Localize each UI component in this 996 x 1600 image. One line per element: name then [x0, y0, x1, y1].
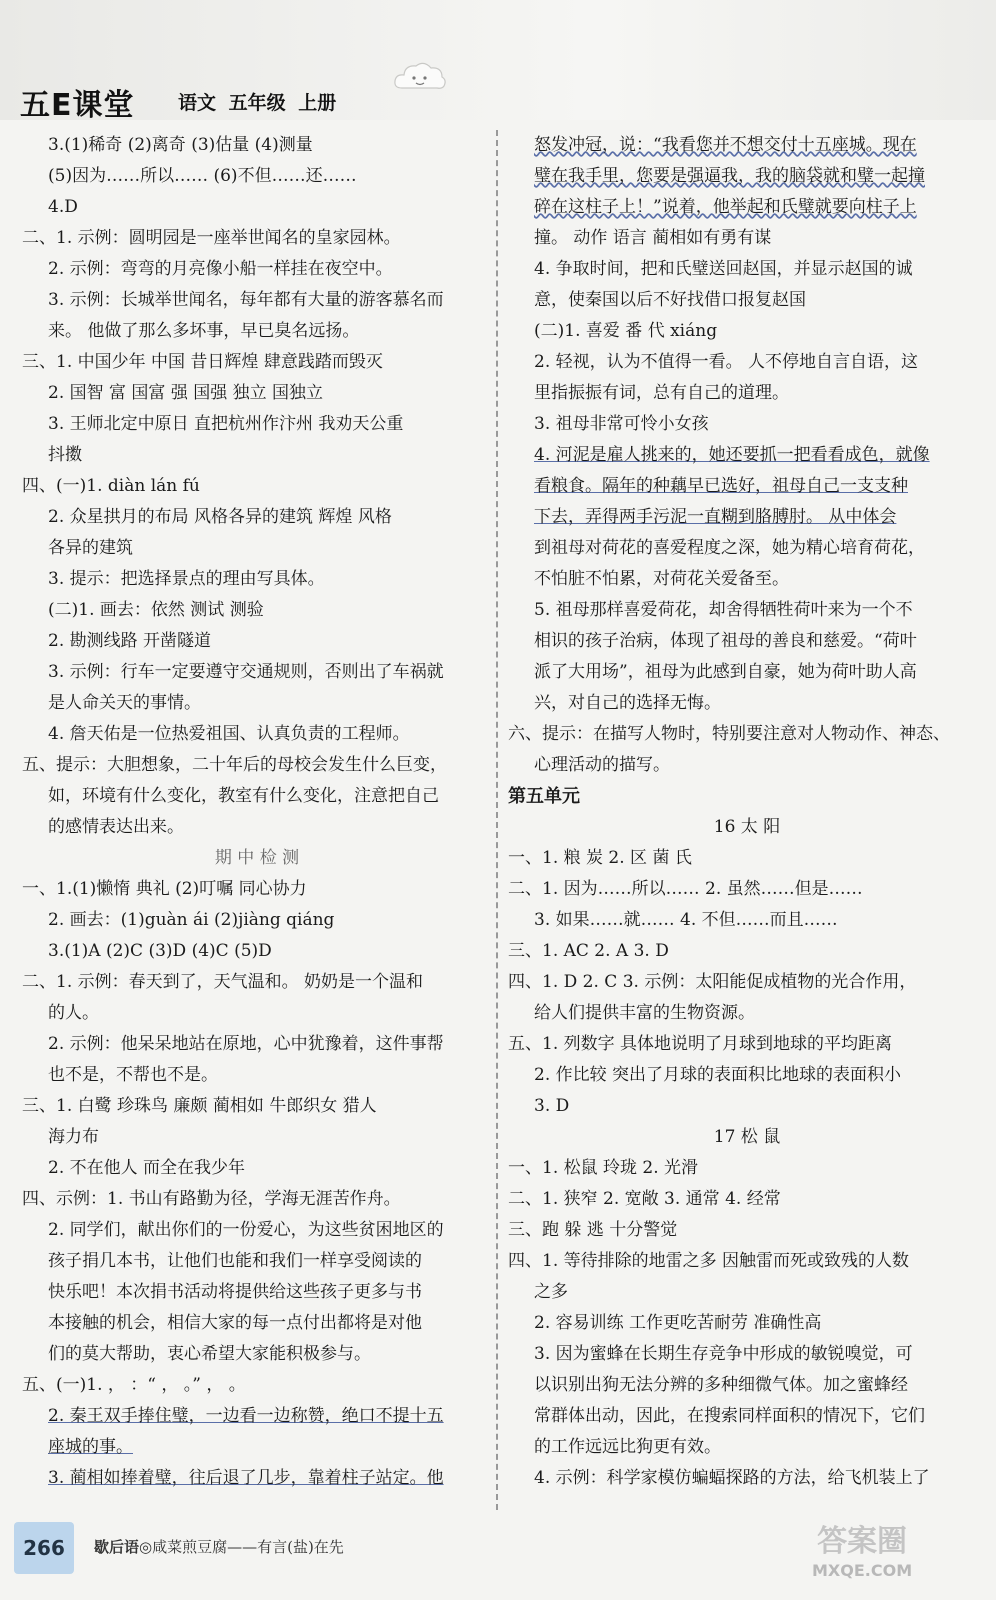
right-answer-line: 四、1. D 2. C 3. 示例：太阳能促成植物的光合作用， — [508, 972, 917, 992]
left-answer-line: 的感情表达出来。 — [48, 817, 184, 837]
right-answer-line: 看粮食。隔年的种藕早已选好，祖母自己一支支种 — [534, 476, 908, 496]
left-answer-line: 本接触的机会，相信大家的每一点付出都将是对他 — [48, 1313, 422, 1333]
left-answer-line: 3.(1)稀奇 (2)离奇 (3)估量 (4)测量 — [48, 135, 313, 155]
left-answer-line: 们的莫大帮助，衷心希望大家能积极参与。 — [48, 1344, 371, 1364]
right-answer-line: 三、1. AC 2. A 3. D — [508, 941, 669, 961]
right-answer-line: 撞。 动作 语言 蔺相如有勇有谋 — [534, 228, 772, 248]
left-answer-line: 也不是，不帮也不是。 — [48, 1065, 218, 1085]
right-answer-line: 六、提示：在描写人物时，特别要注意对人物动作、神态、 — [508, 724, 950, 744]
left-answer-line: 4.D — [48, 197, 78, 217]
watermark-logo-text: 答案圈 — [817, 1524, 908, 1559]
right-answer-line: 四、1. 等待排除的地雷之多 因触雷而死或致残的人数 — [508, 1251, 910, 1271]
left-answer-line: 2. 示例：他呆呆地站在原地，心中犹豫着，这件事帮 — [48, 1034, 444, 1054]
left-answer-line: (5)因为……所以…… (6)不但……还…… — [48, 166, 357, 186]
left-answer-line: 2. 不在他人 而全在我少年 — [48, 1158, 246, 1178]
left-answer-line: 四、示例：1. 书山有路勤为径，学海无涯苦作舟。 — [22, 1189, 401, 1209]
left-answer-line: (二)1. 画去：依然 测试 测验 — [48, 600, 264, 620]
column-divider — [496, 130, 498, 1510]
left-answer-line: 3. 提示：把选择景点的理由写具体。 — [48, 569, 325, 589]
left-answer-line: 2. 众星拱月的布局 风格各异的建筑 辉煌 风格 — [48, 507, 392, 527]
left-answer-line: 2. 勘测线路 开凿隧道 — [48, 631, 212, 651]
left-answer-line: 各异的建筑 — [48, 538, 133, 558]
right-answer-line: 3. 因为蜜蜂在长期生存竞争中形成的敏锐嗅觉，可 — [534, 1344, 913, 1364]
right-answer-line: 的工作远远比狗更有效。 — [534, 1437, 721, 1457]
right-answer-line: 4. 示例：科学家模仿蝙蝠探路的方法，给飞机装上了 — [534, 1468, 930, 1488]
left-answer-line: 海力布 — [48, 1127, 99, 1147]
right-answer-line: 4. 争取时间，把和氏璧送回赵国，并显示赵国的诚 — [534, 259, 913, 279]
right-answer-line: 碎在这柱子上！”说着，他举起和氏璧就要向柱子上 — [534, 197, 917, 217]
subject-title: 语文 五年级 上册 — [178, 92, 337, 114]
right-answer-line: 三、跑 躲 逃 十分警觉 — [508, 1220, 678, 1240]
left-answer-line: 4. 詹天佑是一位热爱祖国、认真负责的工程师。 — [48, 724, 410, 744]
right-answer-line: 2. 容易训练 工作更吃苦耐劳 准确性高 — [534, 1313, 822, 1333]
right-answer-line: 3. 如果……就…… 4. 不但……而且…… — [534, 910, 838, 930]
right-answer-line: 一、1. 松鼠 玲珑 2. 光滑 — [508, 1158, 699, 1178]
watermark-url: MXQE.COM — [812, 1561, 913, 1580]
right-answer-line: 常群体出动，因此，在搜索同样面积的情况下，它们 — [534, 1406, 925, 1426]
right-answer-line: 一、1. 粮 炭 2. 区 菌 氏 — [508, 848, 692, 868]
brand-logo: 五E课堂 — [20, 88, 135, 123]
right-answer-line: 第五单元 — [508, 786, 580, 807]
left-answer-line: 三、1. 中国少年 中国 昔日辉煌 肆意践踏而毁灭 — [22, 352, 383, 372]
left-answer-line: 二、1. 示例：圆明园是一座举世闻名的皇家园林。 — [22, 228, 401, 248]
right-answer-line: 17 松 鼠 — [713, 1127, 781, 1147]
right-answer-line: 之多 — [534, 1282, 568, 1302]
left-answer-line: 3. 王师北定中原日 直把杭州作汴州 我劝天公重 — [48, 414, 404, 434]
right-answer-line: 以识别出狗无法分辨的多种细微气体。加之蜜蜂经 — [534, 1375, 908, 1395]
left-answer-line: 五、提示：大胆想象，二十年后的母校会发生什么巨变， — [22, 755, 447, 775]
right-answer-line: 5. 祖母那样喜爱荷花，却舍得牺牲荷叶来为一个不 — [534, 600, 913, 620]
right-answer-line: 2. 作比较 突出了月球的表面积比地球的表面积小 — [534, 1065, 902, 1085]
right-answer-line: 里指振振有词，总有自己的道理。 — [534, 383, 789, 403]
right-answer-line: 璧在我手里，您要是强逼我，我的脑袋就和璧一起撞 — [534, 166, 925, 186]
right-answer-line: 4. 河泥是雇人挑来的，她还要抓一把看看成色，就像 — [534, 445, 930, 465]
right-answer-line: 16 太 阳 — [713, 817, 781, 837]
proverb-tag: 歇后语 — [94, 1538, 140, 1556]
right-answer-line: 二、1. 因为……所以…… 2. 虽然……但是…… — [508, 879, 863, 899]
left-answer-line: 座城的事。 — [48, 1437, 133, 1457]
left-answer-line: 快乐吧！本次捐书活动将提供给这些孩子更多与书 — [48, 1282, 422, 1302]
right-answer-line: 怒发冲冠，说：“我看您并不想交付十五座城。现在 — [534, 135, 917, 155]
left-answer-line: 二、1. 示例：春天到了，天气温和。 奶奶是一个温和 — [22, 972, 424, 992]
left-answer-line: 3. 示例：行车一定要遵守交通规则，否则出了车祸就 — [48, 662, 444, 682]
proverb-text: ◎咸菜煎豆腐——有言(盐)在先 — [139, 1538, 344, 1556]
right-answer-line: 给人们提供丰富的生物资源。 — [534, 1003, 755, 1023]
left-answer-line: 3. 示例：长城举世闻名，每年都有大量的游客慕名而 — [48, 290, 444, 310]
right-answer-line: 兴，对自己的选择无悔。 — [534, 693, 721, 713]
right-answer-line: 派了大用场”，祖母为此感到自豪，她为荷叶助人高 — [534, 662, 917, 682]
cloud-icon — [392, 58, 448, 94]
right-answer-line: 心理活动的描写。 — [534, 755, 670, 775]
left-answer-line: 抖擞 — [48, 445, 82, 465]
left-answer-line: 来。 他做了那么多坏事，早已臭名远扬。 — [48, 321, 360, 341]
left-answer-line: 是人命关天的事情。 — [48, 693, 201, 713]
watermark — [812, 1524, 912, 1582]
left-answer-line: 2. 画去：(1)guàn ái (2)jiàng qiáng — [48, 910, 335, 930]
left-answer-line: 2. 同学们，献出你们的一份爱心，为这些贫困地区的 — [48, 1220, 444, 1240]
left-answer-line: 三、1. 白鹭 珍珠鸟 廉颇 蔺相如 牛郎织女 猎人 — [22, 1096, 377, 1116]
left-answer-line: 如，环境有什么变化，教室有什么变化，注意把自己 — [48, 786, 439, 806]
right-answer-line: 下去，弄得两手污泥一直糊到胳膊肘。 从中体会 — [534, 507, 897, 527]
right-answer-line: 3. 祖母非常可怜小女孩 — [534, 414, 709, 434]
right-answer-line: 意，使秦国以后不好找借口报复赵国 — [534, 290, 806, 310]
left-answer-line: 一、1.(1)懒惰 典礼 (2)叮嘱 同心协力 — [22, 879, 307, 899]
left-column — [22, 130, 492, 1494]
left-answer-line: 孩子捐几本书，让他们也能和我们一样享受阅读的 — [48, 1251, 422, 1271]
right-answer-line: 二、1. 狭窄 2. 宽敞 3. 通常 4. 经常 — [508, 1189, 781, 1209]
left-answer-line: 3. 蔺相如捧着璧，往后退了几步，靠着柱子站定。他 — [48, 1468, 444, 1488]
left-answer-line: 四、(一)1. diàn lán fú — [22, 476, 200, 496]
right-answer-line: 3. D — [534, 1096, 570, 1116]
left-answer-line: 五、(一)1. ， ：“ ， 。” ， 。 — [22, 1375, 246, 1395]
left-answer-line: 3.(1)A (2)C (3)D (4)C (5)D — [48, 941, 272, 961]
right-answer-line: 不怕脏不怕累，对荷花关爱备至。 — [534, 569, 789, 589]
left-answer-line: 2. 国智 富 国富 强 国强 独立 国独立 — [48, 383, 324, 403]
right-answer-line: 到祖母对荷花的喜爱程度之深，她为精心培育荷花， — [534, 538, 925, 558]
right-column — [508, 130, 986, 1494]
right-answer-line: (二)1. 喜爱 番 代 xiáng — [534, 321, 718, 341]
page-number: 266 — [14, 1522, 74, 1574]
left-answer-line: 期 中 检 测 — [214, 848, 300, 868]
proverb-line — [94, 1536, 344, 1557]
right-answer-line: 相识的孩子治病，体现了祖母的善良和慈爱。“荷叶 — [534, 631, 917, 651]
page-header — [0, 0, 996, 123]
left-answer-line: 的人。 — [48, 1003, 99, 1023]
right-answer-line: 五、1. 列数字 具体地说明了月球到地球的平均距离 — [508, 1034, 893, 1054]
right-answer-line: 2. 轻视，认为不值得一看。 人不停地自言自语，这 — [534, 352, 919, 372]
left-answer-line: 2. 秦王双手捧住璧，一边看一边称赞，绝口不提十五 — [48, 1406, 444, 1426]
left-answer-line: 2. 示例：弯弯的月亮像小船一样挂在夜空中。 — [48, 259, 393, 279]
